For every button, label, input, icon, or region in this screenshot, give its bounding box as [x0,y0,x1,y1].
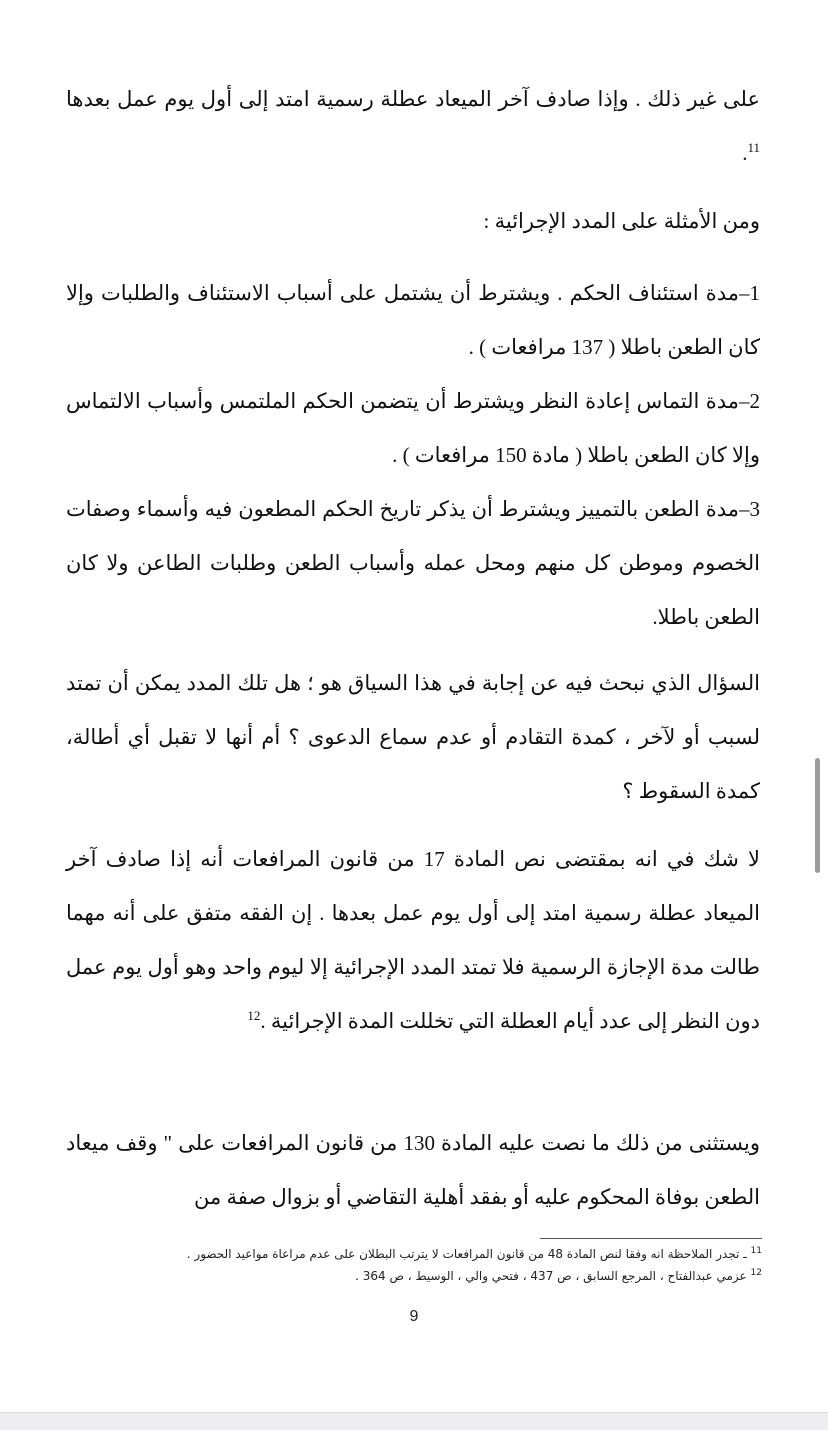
viewer-bottom-bar [0,1412,828,1430]
paragraph-article-130: ويستثنى من ذلك ما نصت عليه المادة 130 من قانون المرافعات على " وقف ميعاد الطعن بوفاة المحكوم عليه أو بفقد أهلية التقاضي أو بزوال صفة من [66,1131,760,1209]
footnote-ref-11[interactable]: 11 [747,140,760,155]
paragraph-period: . [260,1009,266,1033]
paragraph-period: . [742,141,748,165]
paragraph-examples-intro: ومن الأمثلة على المدد الإجرائية : [483,209,760,233]
footnote-ref-12[interactable]: 12 [247,1008,261,1023]
examples-list [66,266,760,644]
footnote-number: 11 [750,1246,762,1256]
footnote-12 [120,1266,762,1286]
paragraph-text: لا شك في انه بمقتضى نص المادة 17 من قانون المرافعات أنه إذا صادف آخر الميعاد عطلة رسمية امتد إلى أول يوم عمل بعدها . إن الفقه متفق على أنه مهما طالت مدة الإجازة الرسمية فلا تمتد المدد الإجرائية إلا ليوم واحد وهو أول يوم عمل دون النظر إلى عدد أيام العطلة التي تخللت المدة الإجرائية [66,847,760,1033]
paragraph-article-17 [66,832,760,1048]
list-item-cassation: 3–مدة الطعن بالتمييز ويشترط أن يذكر تاريخ الحكم المطعون فيه وأسماء وصفات الخصوم وموطن كل منهم ومحل عمله وأسباب الطعن وطلبات الطاعن ولا كان الطعن باطلا. [66,497,760,629]
page-number: 9 [409,1308,419,1325]
footnote-11 [120,1244,762,1264]
list-item-reconsideration: 2–مدة التماس إعادة النظر ويشترط أن يتضمن الحكم الملتمس وأسباب الالتماس وإلا كان الطعن باطلا ( مادة 150 مرافعات ) . [66,389,760,467]
paragraph-holiday-extension [66,72,760,180]
footnote-separator [540,1238,762,1239]
list-item-appeal: 1–مدة استئناف الحكم . ويشترط أن يشتمل على أسباب الاستئناف والطلبات وإلا كان الطعن باطلا ( 137 مرافعات ) . [66,281,760,359]
vertical-scrollbar-thumb[interactable] [815,758,820,873]
footnote-text: ـ تجدر الملاحظة انه وفقا لنص المادة 48 من قانون المرافعات لا يترتب البطلان على عدم مراعاة مواعيد الحضور . [186,1247,747,1261]
paragraph-research-question: السؤال الذي نبحث فيه عن إجابة في هذا السياق هو ؛ هل تلك المدد يمكن أن تمتد لسبب أو لآخر ، كمدة التقادم أو عدم سماع الدعوى ؟ أم أنها لا تقبل أي أطالة، كمدة السقوط ؟ [66,671,760,803]
footnote-text: عزمي عبدالفتاح ، المرجع السابق ، ص 437 ، فتحي والي ، الوسيط ، ص 364 . [355,1269,747,1283]
paragraph-text: على غير ذلك . وإذا صادف آخر الميعاد عطلة رسمية امتد إلى أول يوم عمل بعدها [66,87,760,111]
footnote-number: 12 [750,1268,762,1278]
